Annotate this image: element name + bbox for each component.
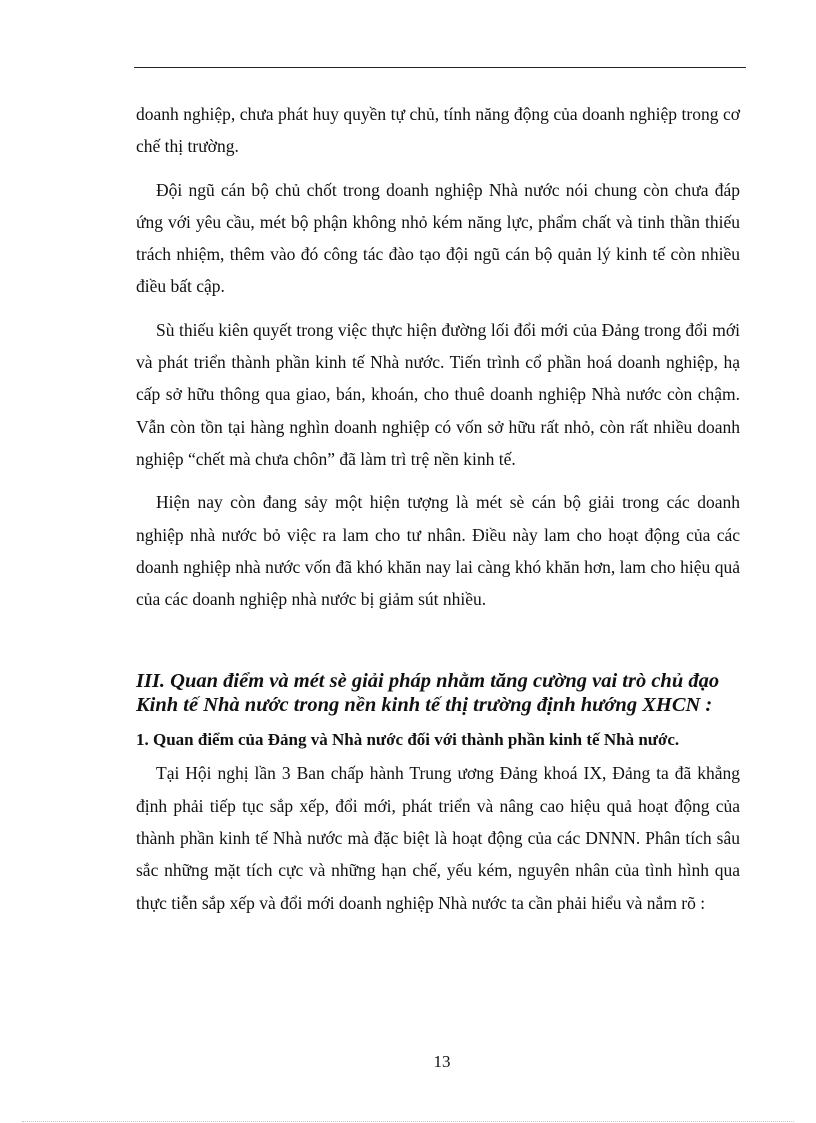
page-body (136, 98, 740, 919)
page-number: 13 (433, 1052, 451, 1071)
paragraph-reform: Sù thiếu kiên quyết trong việc thực hiện đường lối đổi mới của Đảng trong đổi mới và phát triển thành phần kinh tế Nhà nước. Tiến trình cổ phần hoá doanh nghiệp, hạ cấp sở hữu thông qua giao, bán, khoán, cho thuê doanh nghiệp Nhà nước còn chậm. Vẫn còn tồn tại hàng nghìn doanh nghiệp có vốn sở hữu rất nhỏ, còn rất nhiều doanh nghiệp “chết mà chưa chôn” đã làm trì trệ nền kinh tế. (136, 319, 740, 469)
page-edge-rule (22, 1121, 794, 1122)
paragraph-continuation: doanh nghiệp, chưa phát huy quyền tự chủ, tính năng động của doanh nghiệp trong cơ chế thị trường. (136, 104, 740, 157)
paragraph-cadres: Đội ngũ cán bộ chủ chốt trong doanh nghiệp Nhà nước nói chung còn chưa đáp ứng với yêu cầu, mét bộ phận không nhỏ kém năng lực, phẩm chất và tinh thần thiếu trách nhiệm, thêm vào đó công tác đào tạo đội ngũ cán bộ quản lý kinh tế còn nhiều điều bất cập. (136, 179, 740, 297)
section-heading: III. Quan điểm và mét sè giải pháp nhằm tăng cường vai trò chủ đạo Kinh tế Nhà nước trong nền kinh tế thị trường định hướng XHCN : (136, 670, 720, 717)
subsection-heading: 1. Quan điểm của Đảng và Nhà nước đối với thành phần kinh tế Nhà nước. (136, 730, 680, 750)
paragraph-brain-drain: Hiện nay còn đang sảy một hiện tượng là mét sè cán bộ giải trong các doanh nghiệp nhà nước bỏ việc ra lam cho tư nhân. Điều này lam cho hoạt động của các doanh nghiệp nhà nước vốn đã khó khăn nay lai càng khó khăn hơn, lam cho hiệu quả của các doanh nghiệp nhà nước bị giảm sút nhiều. (136, 492, 740, 610)
header-rule (134, 67, 746, 68)
paragraph-conference: Tại Hội nghị lần 3 Ban chấp hành Trung ương Đảng khoá IX, Đảng ta đã khẳng định phải tiếp tục sắp xếp, đổi mới, phát triển và nâng cao hiệu quả hoạt động của thành phần kinh tế Nhà nước mà đặc biệt là hoạt động của các DNNN. Phân tích sâu sắc những mặt tích cực và những hạn chế, yếu kém, nguyên nhân của tình hình qua thực tiễn sắp xếp và đổi mới doanh nghiệp Nhà nước ta cần phải hiểu và nắm rõ : (136, 763, 740, 913)
